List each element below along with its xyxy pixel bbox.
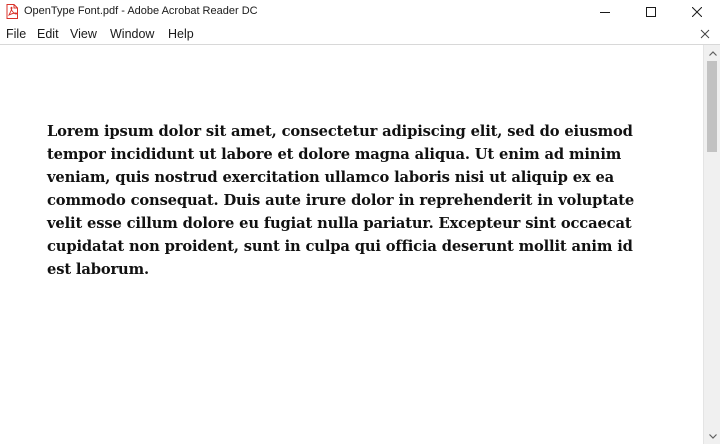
minimize-icon <box>600 7 610 17</box>
menu-file[interactable]: File <box>6 27 27 41</box>
menu-edit[interactable]: Edit <box>37 27 59 41</box>
menu-view[interactable]: View <box>70 27 97 41</box>
pdf-file-icon <box>6 4 18 19</box>
vertical-scrollbar[interactable] <box>703 45 720 444</box>
menu-help[interactable]: Help <box>168 27 194 41</box>
window-controls <box>582 0 720 24</box>
close-button[interactable] <box>674 0 720 24</box>
menu-bar <box>0 24 720 45</box>
scroll-down-button[interactable] <box>704 428 720 444</box>
chevron-down-icon <box>709 434 717 439</box>
chevron-up-icon <box>709 51 717 56</box>
maximize-icon <box>646 7 656 17</box>
title-bar <box>0 0 720 24</box>
menu-window[interactable]: Window <box>110 27 155 41</box>
scroll-thumb[interactable] <box>707 61 717 152</box>
document-view[interactable] <box>0 45 703 444</box>
minimize-button[interactable] <box>582 0 628 24</box>
document-paragraph: Lorem ipsum dolor sit amet, consectetur adipiscing elit, sed do eiusmod tempor incididunt ut labore et dolore magna aliqua. Ut enim ad minim veniam, quis nostrud exercitation ullamco laboris nisi ut aliquip ex ea commodo consequat. Duis aute irure dolor in reprehenderit in voluptate velit esse cillum dolore eu fugiat nulla pariatur. Excepteur sint occaecat cupidatat non proident, sunt in culpa qui officia deserunt mollit anim id est laborum. <box>47 123 635 278</box>
window-title: OpenType Font.pdf - Adobe Acrobat Reader DC <box>24 5 258 17</box>
close-icon <box>692 7 702 17</box>
document-close-icon[interactable] <box>699 28 711 40</box>
scroll-up-button[interactable] <box>704 45 720 61</box>
maximize-button[interactable] <box>628 0 674 24</box>
